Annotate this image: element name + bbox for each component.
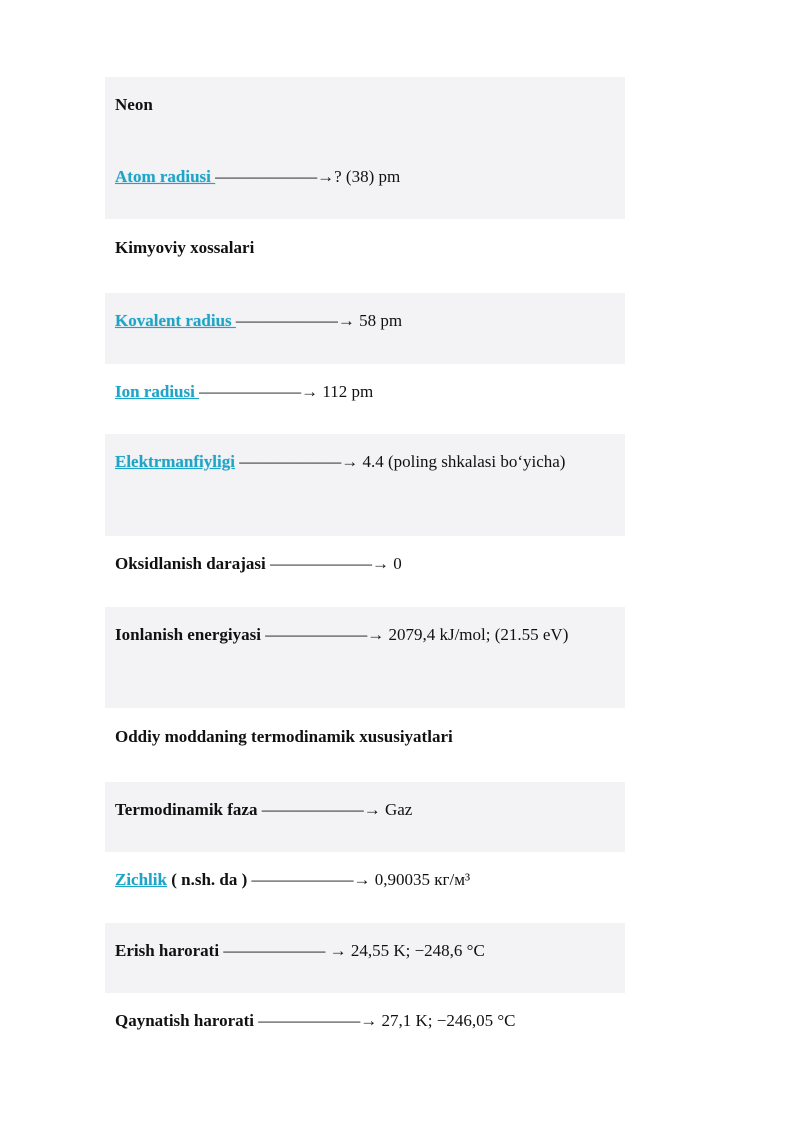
arrow: ——————→ bbox=[247, 870, 371, 889]
arrow: ——————→ bbox=[235, 311, 355, 330]
chemical-heading-block bbox=[105, 220, 625, 290]
arrow: ——————→ bbox=[215, 167, 335, 186]
thermo-phase-label: Termodinamik faza bbox=[115, 800, 258, 819]
arrow: ——————→ bbox=[265, 554, 389, 573]
row-electronegativity bbox=[105, 434, 625, 536]
density-condition: ( n.sh. da ) bbox=[166, 870, 248, 889]
oxidation-state-label: Oksidlanish darajasi bbox=[115, 554, 266, 573]
row-atom-radius bbox=[115, 161, 615, 193]
neon-block bbox=[105, 77, 625, 219]
row-oxidation-state bbox=[105, 536, 625, 606]
arrow: ——————→ bbox=[199, 382, 319, 401]
melting-point-value: 24,55 K; −248,6 °C bbox=[346, 941, 485, 960]
row-melting-point bbox=[105, 923, 625, 993]
melting-point-label: Erish harorati bbox=[115, 941, 220, 960]
arrow: ——————→ bbox=[260, 625, 385, 644]
arrow: ——————→ bbox=[254, 1011, 378, 1030]
row-ion-radius bbox=[105, 364, 625, 434]
row-thermo-phase bbox=[105, 782, 625, 852]
element-name: Neon bbox=[115, 95, 153, 114]
arrow: —————— → bbox=[219, 941, 347, 960]
ionization-energy-label: Ionlanish energiyasi bbox=[115, 625, 261, 644]
density-link[interactable]: Zichlik bbox=[115, 870, 167, 889]
row-ionization-energy bbox=[105, 607, 625, 708]
boiling-point-value: 27,1 K; −246,05 °C bbox=[377, 1011, 516, 1030]
thermo-heading: Oddiy moddaning termodinamik xususiyatlari bbox=[115, 727, 453, 746]
boiling-point-label: Qaynatish harorati bbox=[115, 1011, 255, 1030]
atom-radius-value: ? (38) pm bbox=[334, 167, 401, 186]
ionization-energy-value: 2079,4 kJ/mol; (21.55 eV) bbox=[384, 625, 569, 644]
arrow: ——————→ bbox=[257, 800, 381, 819]
row-boiling-point bbox=[105, 993, 625, 1063]
covalent-radius-link[interactable]: Kovalent radius bbox=[115, 311, 236, 330]
ion-radius-link[interactable]: Ion radiusi bbox=[115, 382, 200, 401]
oxidation-state-value: 0 bbox=[388, 554, 402, 573]
thermo-phase-value: Gaz bbox=[380, 800, 413, 819]
electronegativity-value: 4.4 (poling shkalasi bo‘yicha) bbox=[358, 452, 566, 471]
chemical-heading: Kimyoviy xossalari bbox=[115, 238, 255, 257]
row-covalent-radius bbox=[105, 293, 625, 364]
ion-radius-value: 112 pm bbox=[318, 382, 374, 401]
electronegativity-link[interactable]: Elektrmanfiyligi bbox=[115, 452, 235, 471]
row-density bbox=[105, 852, 625, 923]
thermo-heading-block bbox=[105, 709, 625, 781]
density-value: 0,90035 кг/м³ bbox=[370, 870, 471, 889]
atom-radius-link[interactable]: Atom radiusi bbox=[115, 167, 216, 186]
covalent-radius-value: 58 pm bbox=[354, 311, 403, 330]
arrow: ——————→ bbox=[234, 452, 359, 471]
